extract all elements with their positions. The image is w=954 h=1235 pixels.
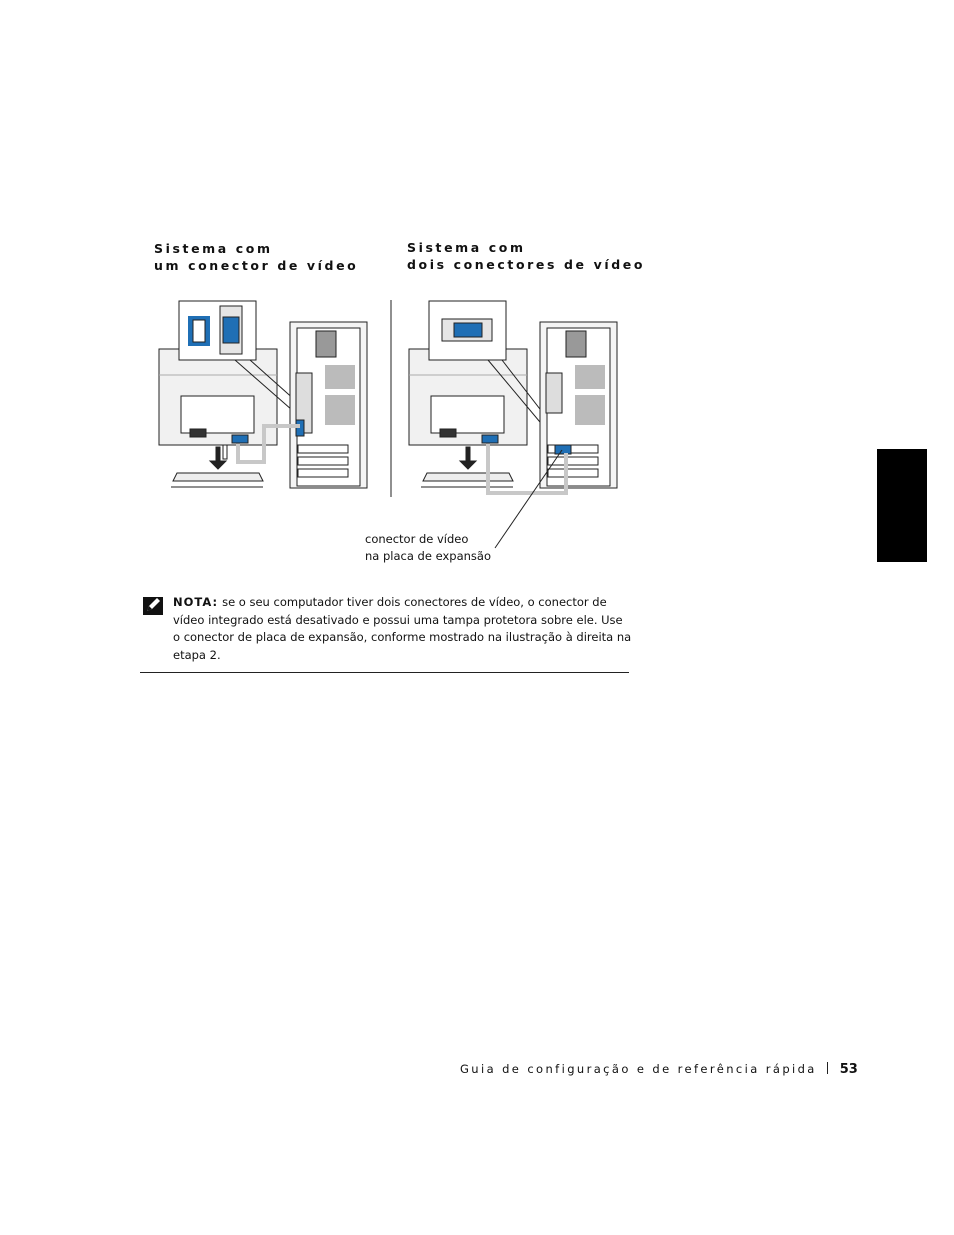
callout-line2: na placa de expansão bbox=[365, 549, 491, 563]
page-footer bbox=[460, 1062, 858, 1077]
heading-right-line2: dois conectores de vídeo bbox=[407, 257, 646, 272]
footer-separator bbox=[827, 1062, 828, 1074]
callout-expansion-connector bbox=[365, 531, 491, 565]
page-number: 53 bbox=[839, 1062, 858, 1077]
left-monitor bbox=[159, 349, 277, 487]
callout-line1: conector de vídeo bbox=[365, 532, 469, 546]
right-tower bbox=[540, 322, 617, 488]
connection-illustration bbox=[150, 295, 630, 570]
section-divider bbox=[140, 672, 629, 673]
heading-left-line2: um conector de vídeo bbox=[154, 258, 359, 273]
chapter-side-tab bbox=[877, 449, 927, 562]
heading-dual-connector bbox=[407, 239, 645, 273]
callout-leader-line bbox=[495, 450, 562, 548]
note-pencil-icon bbox=[142, 596, 164, 616]
heading-left-line1: Sistema com bbox=[154, 241, 273, 256]
left-tower bbox=[290, 322, 367, 488]
footer-title: Guia de configuração e de referência rápida bbox=[460, 1062, 817, 1076]
heading-right-line1: Sistema com bbox=[407, 240, 526, 255]
heading-single-connector bbox=[154, 240, 358, 274]
note-text: se o seu computador tiver dois conectores de vídeo, o conector de vídeo integrado está desativado e possui uma tampa protetora sobre ele. Use o conector de placa de expansão, conforme mostrado na ilustração à direita na etapa 2. bbox=[173, 595, 632, 662]
note-block bbox=[173, 594, 633, 664]
note-label: NOTA: bbox=[173, 595, 219, 609]
